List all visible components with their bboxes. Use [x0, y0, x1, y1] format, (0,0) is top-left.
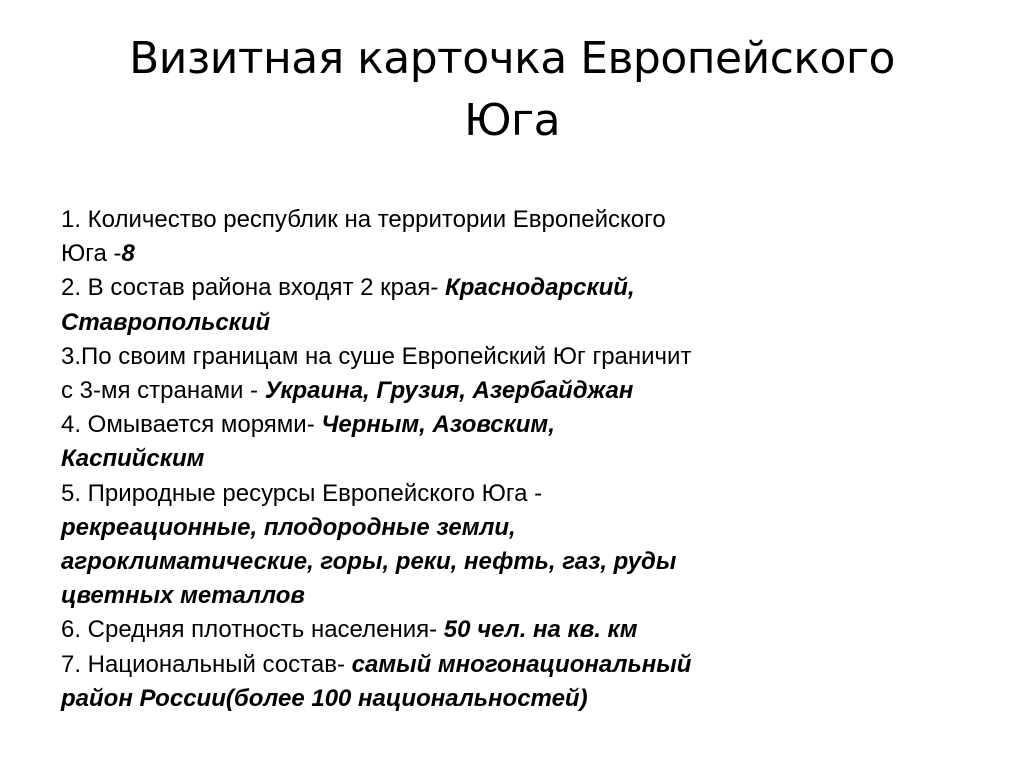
- item-7-value: самый многонациональный: [351, 650, 692, 678]
- item-1-line-1: [61, 203, 961, 237]
- item-3-text-cont: с 3-мя странами -: [61, 377, 265, 405]
- item-5-text: 5. Природные ресурсы Европейского Юга -: [61, 479, 543, 507]
- item-7-line-1: [61, 648, 961, 682]
- item-4-line-1: [61, 408, 961, 442]
- item-4-line-2: [61, 442, 961, 476]
- item-3-line-1: [61, 340, 961, 374]
- slide-title: [80, 28, 944, 152]
- item-1-value: 8: [121, 240, 135, 268]
- item-7-text: 7. Национальный состав-: [61, 650, 352, 678]
- item-5-value: рекреационные, плодородные земли,: [61, 513, 516, 541]
- item-5-line-4: [61, 579, 961, 613]
- item-1-text: 1. Количество республик на территории Европейского: [61, 206, 666, 233]
- item-5-line-3: [61, 545, 961, 579]
- item-5-value-cont-2: цветных металлов: [61, 582, 305, 610]
- item-7-value-cont: район России(более 100 национальностей): [61, 684, 588, 712]
- item-1-text-cont: Юга -: [61, 240, 122, 268]
- slide-title-line-1: Визитная карточка Европейского: [129, 33, 895, 84]
- item-3-line-2: [61, 374, 961, 408]
- slide-body: [61, 203, 961, 716]
- item-5-line-2: [61, 511, 961, 545]
- item-2-value: Краснодарский,: [445, 274, 635, 302]
- item-2-line-2: [61, 306, 961, 340]
- item-3-value: Украина, Грузия, Азербайджан: [264, 377, 634, 405]
- item-1-line-2: [61, 237, 961, 271]
- slide-title-line-2: Юга: [463, 95, 561, 146]
- item-6-text: 6. Средняя плотность населения-: [61, 616, 444, 644]
- item-2-line-1: [61, 271, 961, 305]
- item-5-line-1: [61, 477, 961, 511]
- item-6-value: 50 чел. на кв. км: [443, 616, 638, 644]
- item-7-line-2: [61, 682, 961, 716]
- item-3-text: 3.По своим границам на суше Европейский Юг граничит: [61, 342, 692, 370]
- item-5-value-cont-1: агроклиматические, горы, реки, нефть, газ, руды: [61, 548, 677, 576]
- item-2-text: 2. В состав района входят 2 края-: [61, 274, 446, 302]
- item-6-line-1: [61, 613, 961, 647]
- item-4-value: Черным, Азовским,: [321, 411, 555, 439]
- item-2-value-cont: Ставропольский: [61, 308, 271, 336]
- item-4-text: 4. Омывается морями-: [61, 411, 322, 439]
- item-4-value-cont: Каспийским: [61, 445, 205, 473]
